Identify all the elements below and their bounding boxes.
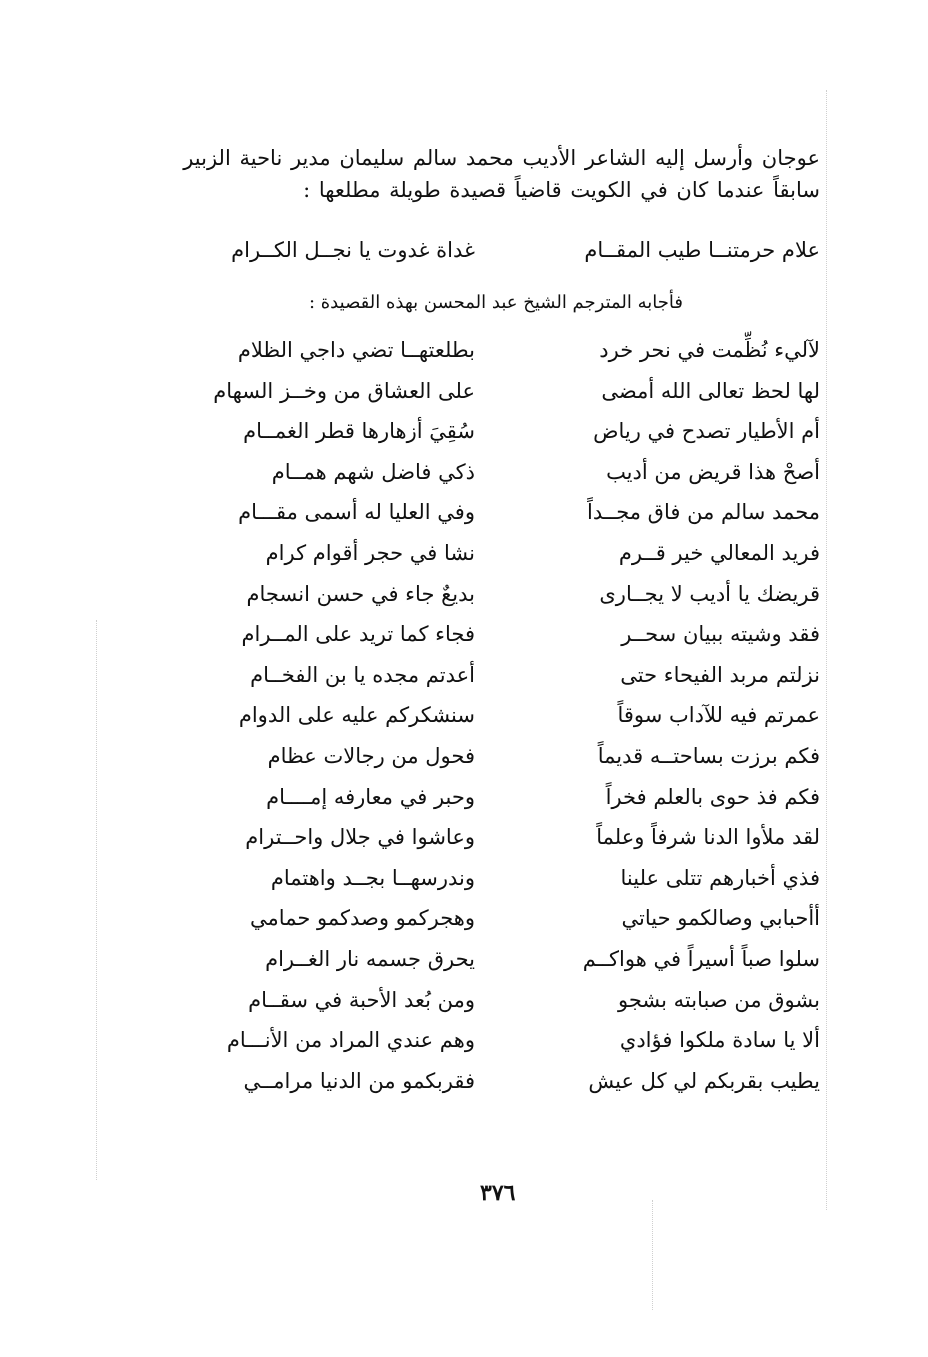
poem-verse [160,947,820,988]
opening-verse [160,238,820,274]
verse-first-hemistich: لآليء نُظِّمت في نحر خرد [599,338,820,362]
verse-second-hemistich: وعاشوا في جلال واحــترام [245,825,475,850]
verse-first-hemistich: نزلتم مربد الفيحاء حتى [620,662,820,687]
poem-verse [160,1069,820,1110]
page-number: ٣٧٦ [480,1180,516,1206]
poem-verse [160,541,820,582]
verse-second-hemistich: فقربكمو من الدنيا مرامــي [243,1068,475,1093]
verse-second-hemistich: ذكي فاضل شهم همــام [271,459,475,484]
verse-first-hemistich: ألا يا سادة ملكوا فؤادي [619,1028,820,1053]
intro-line-1: عوجان وأرسل إليه الشاعر الأديب محمد سالم سليمان مدير ناحية الزبير [183,146,820,170]
verse-second-hemistich: وفي العليا له أسمى مقـــام [238,500,475,525]
poem-verse [160,460,820,501]
poem-verse [160,988,820,1029]
verse-first-hemistich: قريضك يا أديب لا يجــارى [599,581,820,606]
poem-verse [160,906,820,947]
verse-second-hemistich: فجاء كما تريد على المــرام [241,622,475,647]
scan-margin-line-left [96,620,97,1180]
poem-verse [160,622,820,663]
poem [160,338,820,1109]
poem-verse [160,379,820,420]
verse-first-hemistich: فذي أخبارهم تتلى علينا [620,865,820,890]
verse-second-hemistich: بديعٌ جاء في حسن انسجام [246,581,475,606]
verse-first-hemistich: أأحبابي وصالكمو حياتي [621,906,820,931]
verse-second-hemistich: نشا في حجر أقوام كرام [265,540,475,565]
poem-verse [160,1028,820,1069]
verse-second-hemistich: وحبر في معارفه إمــــام [266,784,475,809]
verse-second-hemistich: ومن بُعد الأحبة في سقــام [248,987,475,1012]
verse-first-hemistich: فكم فذ حوى بالعلم فخراً [605,784,820,809]
verse-second-hemistich: أعدتم مجده يا بن الفخــام [250,662,475,687]
verse-second-hemistich: يحرق جسمه نار الغــرام [265,946,475,971]
verse-first-hemistich: فقد وشيته ببيان سحــر [621,622,820,647]
poem-verse [160,663,820,704]
reply-intro: فأجابه المترجم الشيخ عبد المحسن بهذه القصيدة : [308,292,683,313]
verse-second-hemistich: وهم عندي المراد من الأنـــام [226,1028,475,1053]
verse-first-hemistich: يطيب بقربكم لي كل عيش [588,1068,820,1093]
verse-first-hemistich: أصحْ هذا قريض من أديب [606,459,820,484]
verse-first-hemistich: لقد ملأوا الدنا شرفاً وعلماً [596,825,820,850]
intro-paragraph [160,142,820,206]
poem-verse [160,419,820,460]
verse-second-hemistich: فحول من رجالات عظام [267,743,475,768]
verse-second-hemistich: بطلعتهــا تضي داجي الظلام [237,338,475,362]
verse-first-hemistich: عمرتم فيه للآداب سوقاً [617,703,820,728]
verse-second-hemistich: سُقِيَ أزهارها قطر الغمــام [243,419,475,444]
poem-verse [160,582,820,623]
poem-verse [160,500,820,541]
opening-verse-first-hemistich: علام حرمتنــا طيب المقــام [584,238,820,262]
verse-second-hemistich: وندرسهــا بجــد واهتمام [270,865,475,890]
verse-first-hemistich: فريد المعالي خير قــرم [618,540,820,565]
poem-verse [160,785,820,826]
verse-first-hemistich: أم الأطيار تصدح في رياض [593,419,820,444]
verse-second-hemistich: سنشكركم عليه على الدوام [238,703,475,728]
verse-first-hemistich: فكم برزت بساحتــه قديماً [597,743,820,768]
verse-second-hemistich: وهجركمو وصدكمو حمامي [250,906,475,931]
verse-first-hemistich: سلوا صباً أسيراً في هواكــم [582,946,820,971]
poem-verse [160,744,820,785]
verse-first-hemistich: بشوق من صبابته بشجو [618,987,820,1012]
poem-verse [160,338,820,379]
intro-line-2: سابقاً عندما كان في الكويت قاضياً قصيدة طويلة مطلعها : [303,178,820,202]
verse-second-hemistich: على العشاق من وخــز السهام [213,378,475,403]
poem-verse [160,825,820,866]
poem-verse [160,703,820,744]
scan-margin-line-right [826,90,827,1210]
scan-margin-line-center [652,1200,653,1310]
poem-verse [160,866,820,907]
opening-verse-second-hemistich: غداة غدوت يا نجــل الكــرام [231,238,475,262]
verse-first-hemistich: محمد سالم من فاق مجــداً [587,500,820,525]
verse-first-hemistich: لها لحظ تعالى الله أمضى [601,378,820,403]
